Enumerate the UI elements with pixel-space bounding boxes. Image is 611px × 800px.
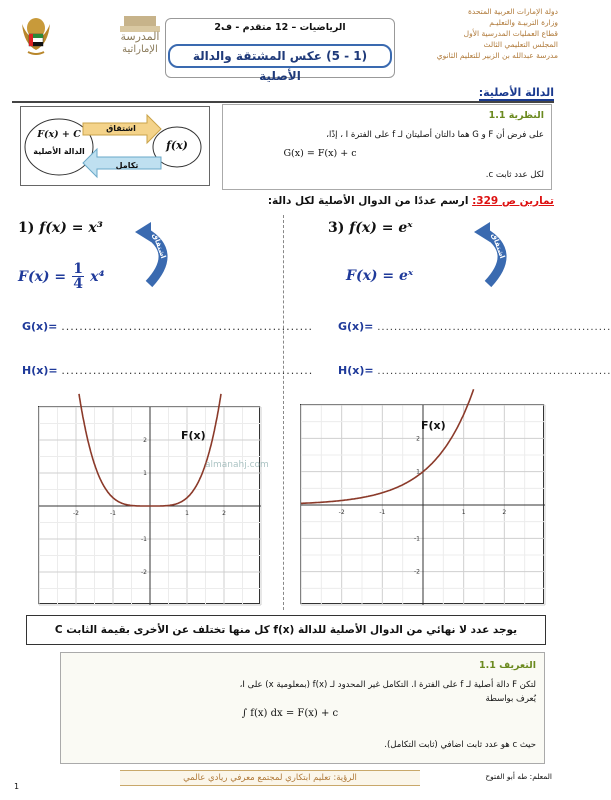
theorem-text: على فرض أن F و G هما دالتان أصليتان لـ f على الفترة I ، إذًا، [326,130,544,140]
problem1-F-denominator: 4 [73,276,84,292]
problem3-g-label: G(x)= [338,320,374,333]
problem1-g-label: G(x)= [22,320,58,333]
school-logo-line1: المدرسة [120,30,160,43]
y-tick-label: 1 [143,470,147,477]
x-tick-label: -1 [110,510,116,517]
problem3-graph [300,404,544,604]
definition-title: التعريف 1.1 [478,660,536,671]
exercises-heading [268,195,554,207]
problem1-function [18,220,103,236]
subject-line: الرياضيات – 12 متقدم - ف2 [214,22,346,33]
problem1-F-rest: x⁴ [90,268,105,285]
x-tick-label: -2 [73,510,79,517]
ministry-line: مدرسة عبدالله بن الزبير للتعليم الثانوي [436,51,558,60]
theorem-note: لكل عدد ثابت c. [485,170,544,180]
x-tick-label: 1 [185,510,189,517]
problem1-graph-label: F(x) [181,429,206,442]
y-tick-label: -1 [414,535,420,543]
problem1-h-blank[interactable]: ........................................................ [61,364,314,377]
problem1-h-label: H(x)= [22,364,58,377]
problem3-g-line [338,320,611,333]
theorem-title: النظرية 1.1 [488,110,544,121]
problem1-F-numerator: 1 [73,261,84,277]
theorem-formula: G(x) = F(x) + c [283,148,357,159]
definition-text [76,678,536,706]
ministry-line: وزارة التربيـة والتعليـم [489,18,558,27]
y-tick-label: 2 [143,437,147,444]
section-heading: الدالة الأصلية: [478,86,554,99]
definition-formula: ∫ f(x) dx = F(x) + c [241,708,339,719]
x-tick-label: 2 [222,510,226,517]
problem1-graph [38,406,260,604]
problem1-arrow-label: اشتقاق [150,232,168,260]
school-logo-line2: الإماراتية [122,44,158,55]
y-tick-label: 1 [416,468,420,476]
ministry-line: دولة الإمارات العربية المتحدة [467,7,558,16]
problem1-fraction [72,262,84,291]
problem3-number: 3) [328,220,345,236]
exercises-label: تمارين ص 329: [472,195,554,207]
page-number: 1 [14,782,20,791]
definition-line2: يُعرف بواسطة [485,694,536,704]
y-tick-label: 2 [416,435,420,443]
problem3-g-blank[interactable]: ........................................................ [377,322,611,333]
problem3-h-blank[interactable]: ........................................................ [377,366,611,377]
problem1-g-blank[interactable]: ........................................................ [61,320,314,333]
definition-line1: لتكن F دالة أصلية لـ f على الفترة I. التكامل غير المحدود لـ f(x) (بمعلومية x) على I، [239,680,536,690]
problem1-f-expr: f(x) = x³ [39,220,103,236]
diagram-function-expr: f(x) [166,139,188,152]
uae-emblem-icon [18,14,54,58]
problem3-function [328,220,413,236]
footer-vision: الرؤية: تعليم ابتكاري لمجتمع معرفي ريادي عالمي [120,770,420,786]
watermark: almanahj.com [205,460,269,470]
problem3-antiderivative: F(x) = eˣ [346,268,414,284]
problem3-f-expr: f(x) = eˣ [349,220,413,236]
diagram-integral-label: تكامل [115,161,139,170]
exercises-instruction: ارسم عددًا من الدوال الأصلية لكل دالة: [267,195,469,207]
column-divider [283,215,284,610]
problem1-antiderivative [18,262,105,291]
key-statement: يوجد عدد لا نهائي من الدوال الأصلية للدالة f(x) كل منها تختلف عن الأخرى بقيمة الثابت C [26,615,546,645]
antiderivative-curve [301,389,474,503]
problem3-h-label: H(x)= [338,364,374,377]
problem3-arrow-label: اشتقاق [489,232,507,260]
ministry-line: قطاع العمليات المدرسية الأول [463,29,558,38]
x-tick-label: -1 [379,509,386,516]
problem3-graph-svg [301,405,545,605]
derivative-integral-diagram [20,106,210,186]
diagram-antiderivative-label: الدالة الأصلية [33,147,85,156]
problem1-graph-svg [39,407,261,605]
x-tick-label: 2 [502,509,507,516]
definition-note: حيث c هو عدد ثابت اضافي (ثابت التكامل). [384,740,536,750]
lesson-title: (1 - 5) عكس المشتقة والدالة الأصلية [168,44,392,68]
ministry-header [408,6,558,61]
footer-teacher: المعلم: طه أبو الفتوح [485,772,552,781]
y-tick-label: -2 [141,569,147,576]
diagram-antiderivative-expr: F(x) + C [37,129,81,140]
problem1-g-line [22,320,313,333]
problem1-F-lhs: F(x) = [18,268,67,285]
problem3-graph-label: F(x) [421,419,446,432]
y-tick-label: -2 [414,568,420,576]
problem1-h-line [22,364,313,377]
problem3-h-line [338,364,611,377]
problem1-number: 1) [18,220,35,236]
section-divider [12,101,554,103]
school-logo [110,14,170,60]
diagram-derivative-label: اشتقاق [106,124,136,133]
y-tick-label: -1 [141,536,147,543]
x-tick-label: 1 [461,509,466,516]
x-tick-label: -2 [338,509,345,516]
ministry-line: المجلس التعليمي الثالث [483,40,558,49]
